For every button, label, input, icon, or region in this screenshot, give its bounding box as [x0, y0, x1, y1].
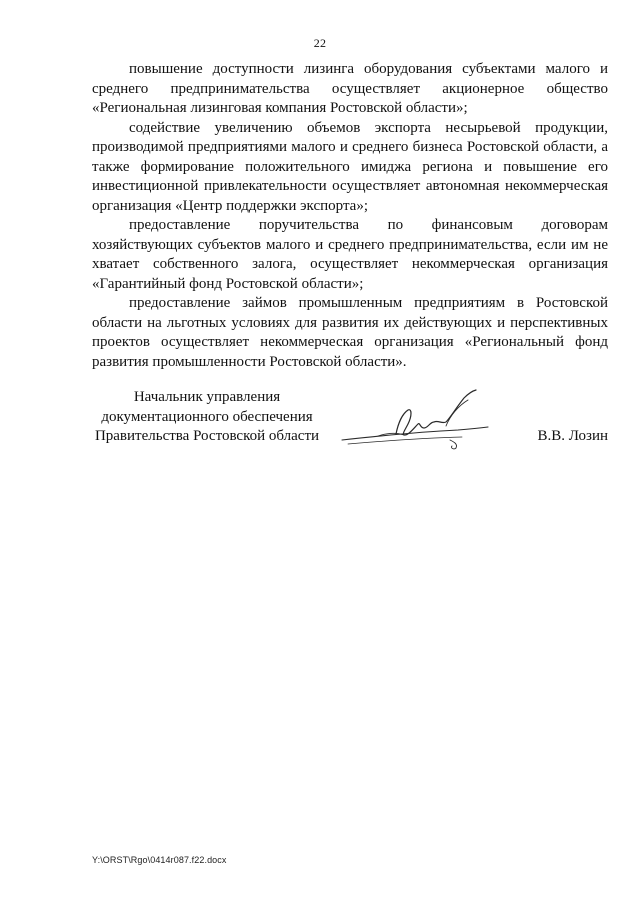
paragraph-leasing: повышение доступности лизинга оборудования субъектами малого и среднего предпринимательства осуществляет акционерное общество «Региональная лизинговая компания Ростовской области»;	[92, 61, 608, 116]
paragraph-guarantee: предоставление поручительства по финансовым договорам хозяйствующих субъектов малого и среднего предпринимательства, если им не хватает собственного залога, осуществляет некоммерческая организация «Гарантийный фонд Ростовской области»;	[92, 217, 608, 292]
footer-file-path: Y:\ORST\Rgo\0414r087.f22.docx	[92, 855, 227, 865]
signature-block	[92, 388, 608, 468]
handwritten-signature	[338, 386, 498, 460]
paragraph-export: содействие увеличению объемов экспорта несырьевой продукции, производимой предприятиями малого и среднего бизнеса Ростовской области, а также формирование положительного имиджа региона и повышение его инвестиционной привлекательности осуществляет автономная некоммерческая организация «Центр поддержки экспорта»;	[92, 119, 608, 214]
body-text	[92, 60, 608, 372]
signatory-title	[92, 388, 322, 447]
signatory-title-line: Начальник управления	[133, 389, 281, 405]
page-number: 22	[313, 36, 327, 50]
signatory-name: В.В. Лозин	[537, 428, 608, 444]
signatory-title-line: Правительства Ростовской области	[94, 428, 320, 444]
paragraph-loans: предоставление займов промышленным предприятиям в Ростовской области на льготных условиях для развития их действующих и перспективных проектов осуществляет некоммерческая организация «Региональный фонд развития промышленности Ростовской области».	[92, 295, 608, 370]
signatory-title-line: документационного обеспечения	[101, 408, 313, 425]
